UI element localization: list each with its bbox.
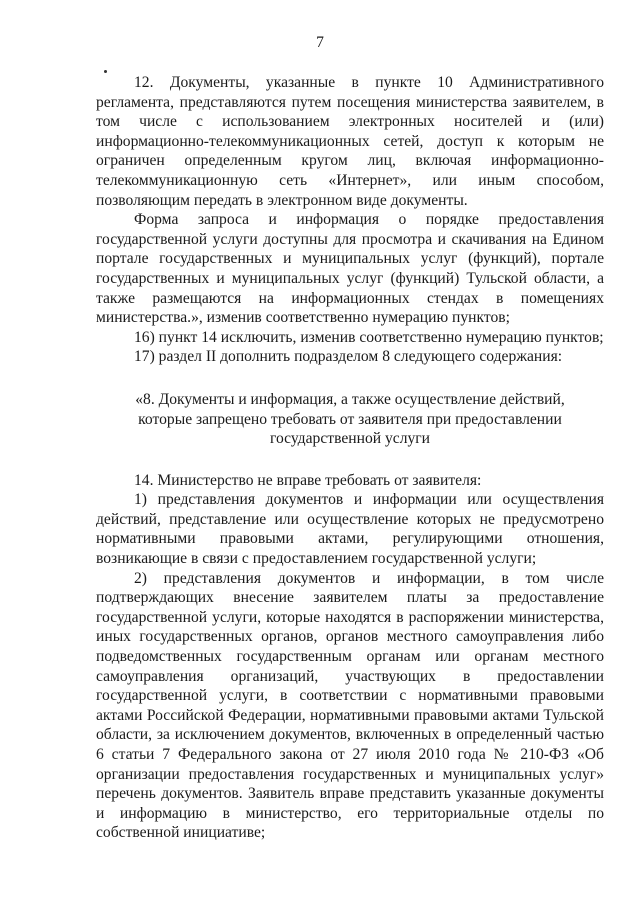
paragraph-request-form: Форма запроса и информация о порядке предоставления государственной услуги доступны для просмотра и скачивания на Едином портале государственных и муниципальных услуг (функций), портале государственных и муниципальных услуг (функций) Тульской области, а также размещаются на информационных стендах в помещениях министерства.», изменив соответственно нумерацию пунктов; [96, 211, 604, 327]
paragraph-item-17: 17) раздел II дополнить подразделом 8 следующего содержания: [134, 348, 563, 366]
paragraph-documents-submission: 12. Документы, указанные в пункте 10 Административного регламента, представляются путем посещения министерства заявителем, в том числе с использованием электронных носителей и (или) информационно-телекоммуникационных сетей, доступ к которым не ограничен определенным кругом лиц, включая информационно-телекоммуникационную сеть «Интернет», или иным способом, позволяющим передать в электронном виде документы. [96, 74, 604, 209]
paragraph-ministry-restrictions: 14. Министерство не вправе требовать от заявителя: [134, 471, 482, 489]
section-heading: «8. Документы и информация, а также осуществление действий, которые запрещено требовать от заявителя при предоставлении государственной услуги [135, 390, 565, 448]
page-number: 7 [316, 34, 324, 51]
paragraph-subitem-2: 2) представления документов и информации, в том числе подтверждающих внесение заявителем платы за предоставление государственной услуги, которые находятся в распоряжении министерства, иных государственных органов, органов местного самоуправления либо подведомственных государственным органам или органам местного самоуправления организаций, участвующих в предоставлении государственной услуги, в соответствии с нормативными правовыми актами Российской Федерации, нормативными правовыми актами Тульской области, за исключением документов, включенных в определенный частью 6 статьи 7 Федерального закона от 27 июля 2010 года № 210-ФЗ «Об организации предоставления государственных и муниципальных услуг» перечень документов. Заявитель вправе представить указанные документы и информацию в министерство, его территориальные отделы по собственной инициативе; [96, 569, 604, 842]
paragraph-item-16: 16) пункт 14 исключить, изменив соответственно нумерацию пунктов; [134, 328, 604, 346]
paragraph-subitem-1: 1) представления документов и информации или осуществления действий, представление или осуществление которых не предусмотрено нормативными правовыми актами, регулирующими отношения, возникающие в связи с предоставлением государственной услуги; [96, 491, 604, 568]
document-body [96, 73, 604, 843]
